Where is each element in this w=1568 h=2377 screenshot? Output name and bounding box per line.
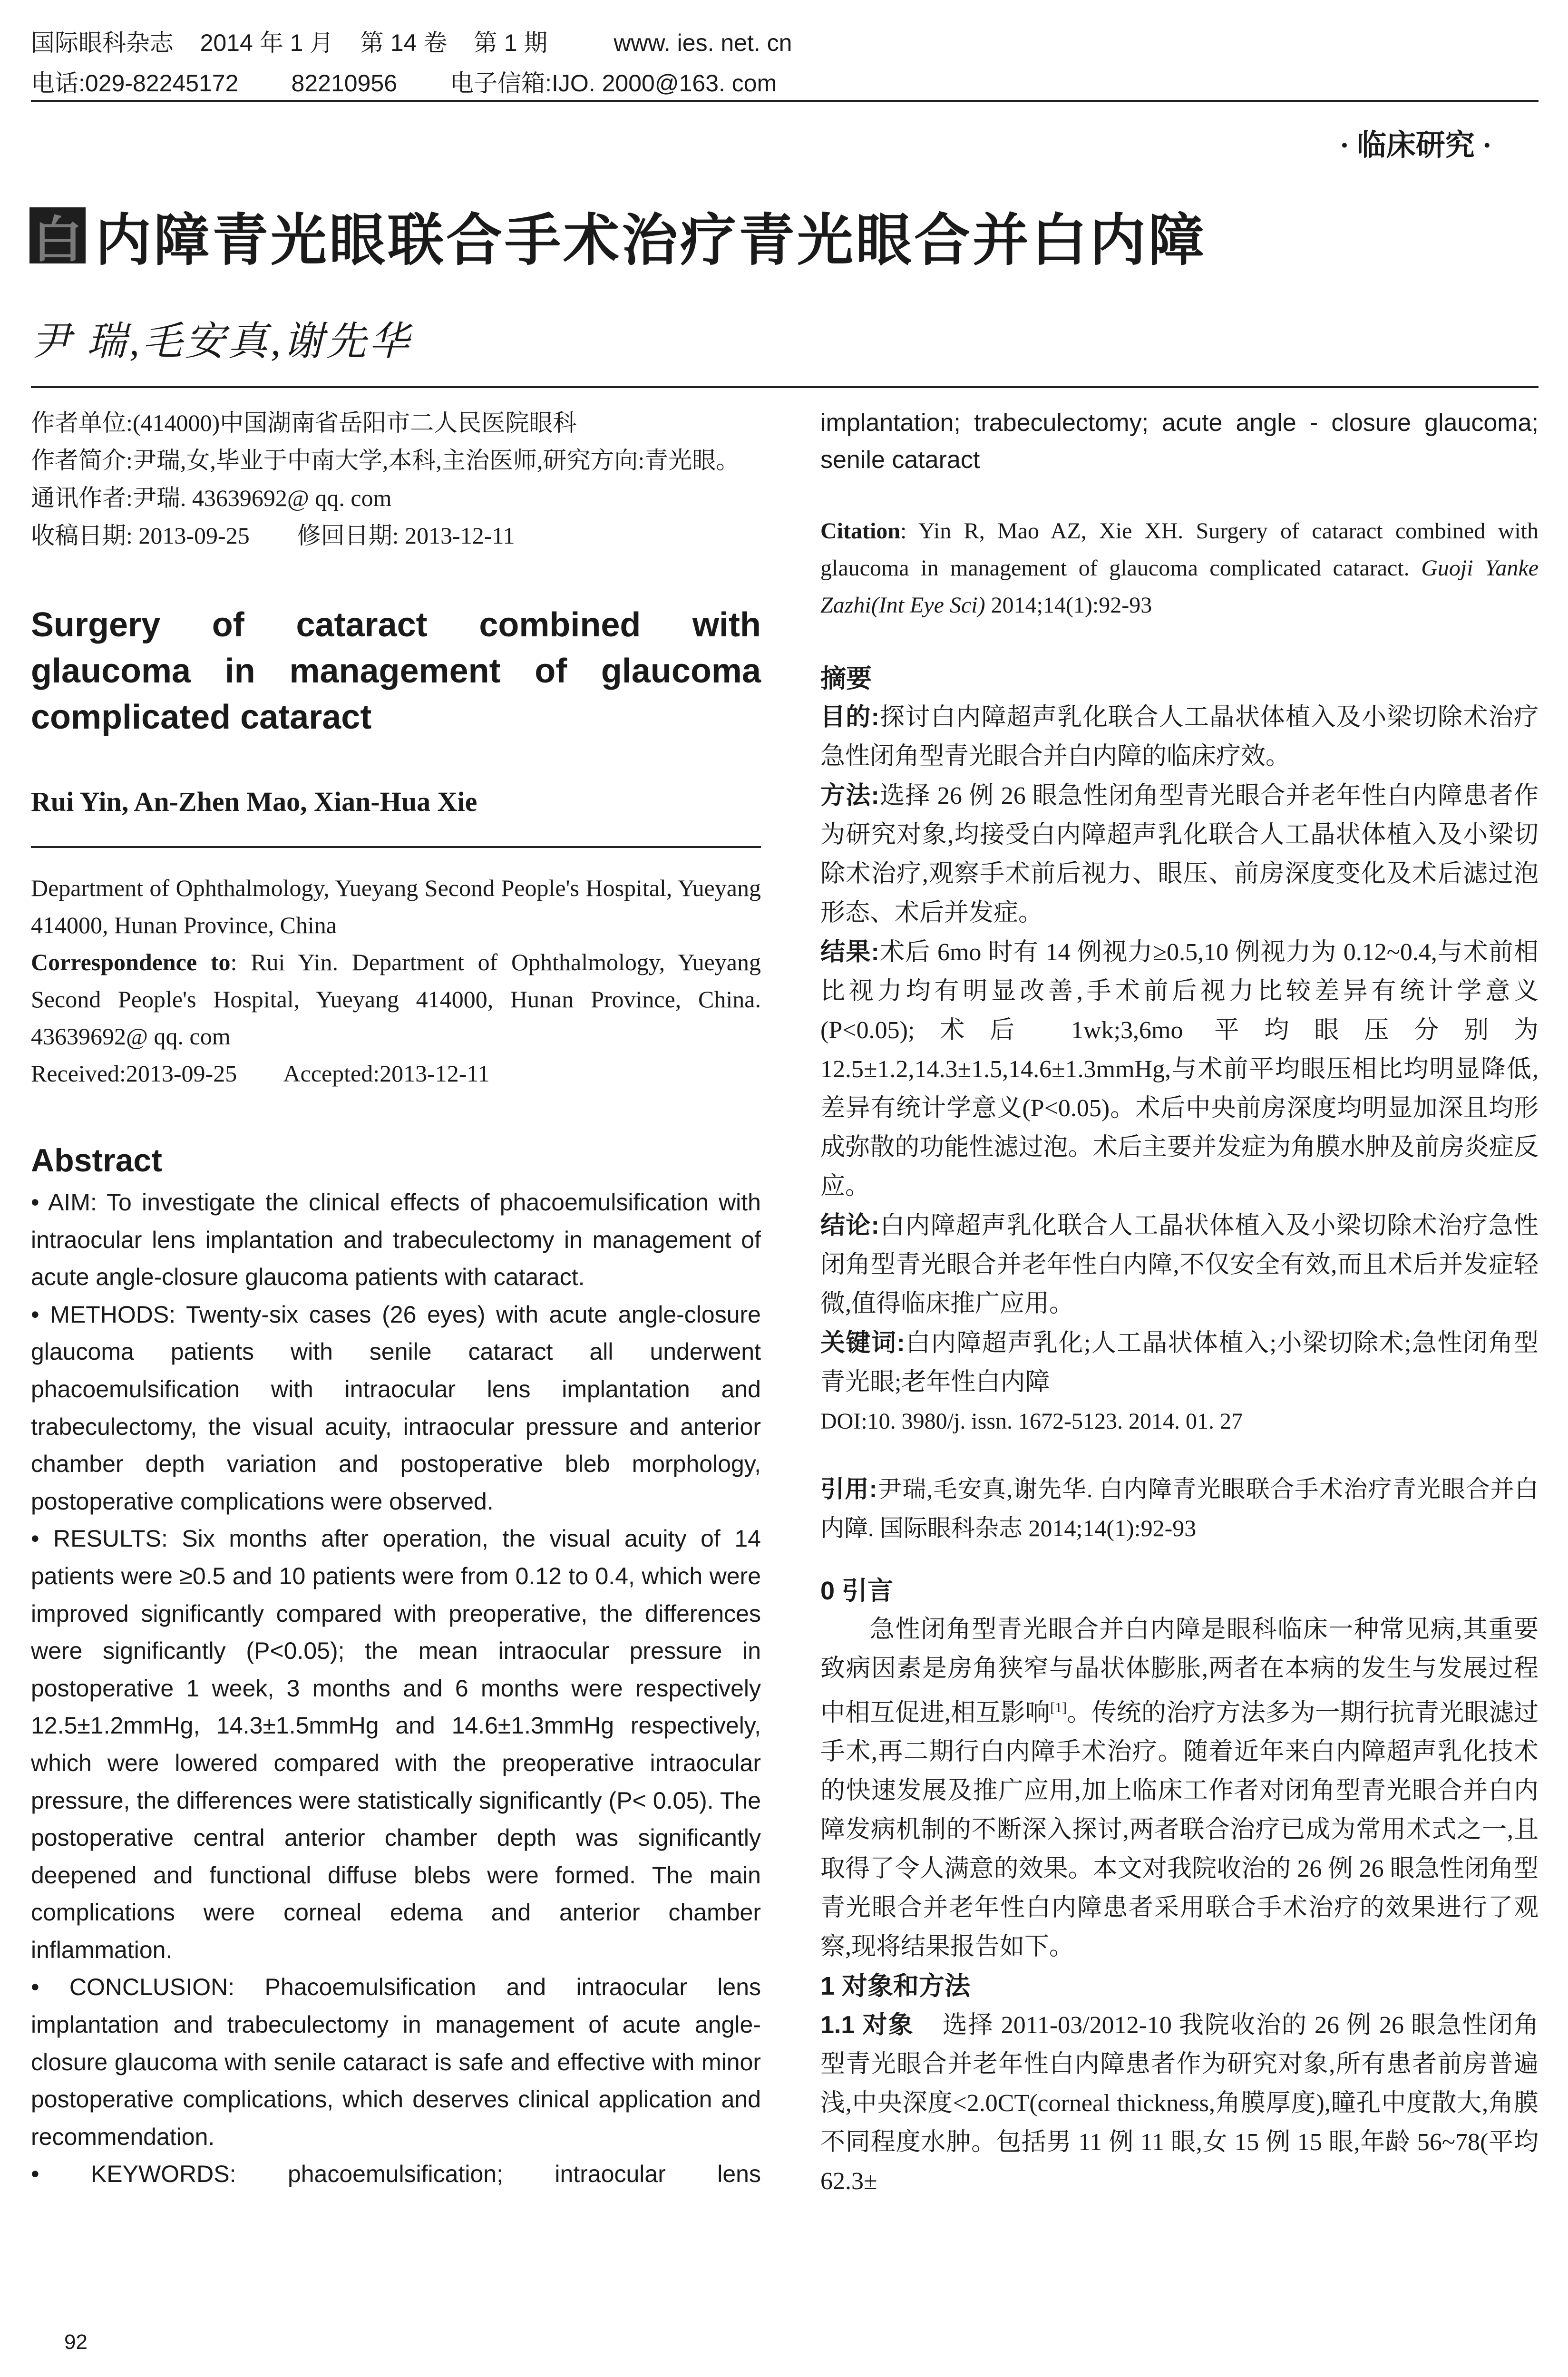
correspondence — [31, 944, 761, 1055]
corresponding-author: 通讯作者:尹瑞. 43639692@ qq. com — [31, 485, 392, 511]
english-title — [31, 602, 761, 740]
authors-rule — [31, 386, 1539, 388]
received-accepted: Received:2013-09-25 Accepted:2013-12-11 — [31, 1060, 490, 1087]
cn-conclusion-text: 白内障超声乳化联合人工晶状体植入及小梁切除术治疗急性闭角型青光眼合并老年性白内障,不仅安全有效,而且术后并发症轻微,值得临床推广应用。 — [820, 1212, 1539, 1317]
authors-en-rule — [31, 846, 761, 848]
author-unit: 作者单位:(414000)中国湖南省岳阳市二人民医院眼科 — [31, 409, 577, 436]
methods-heading: 1 对象和方法 — [820, 1972, 971, 2001]
cn-methods-label: 方法: — [820, 782, 879, 809]
english-title-line: Surgery of cataract combined with — [31, 606, 761, 644]
abstract-methods: • METHODS: Twenty-six cases (26 eyes) with acute angle-closure glaucoma patients with senile cataract all underwent phacoemulsification with intraocular lens implantation and trabeculectomy, the visual acuity, intraocular pressure and anterior chamber depth variation and postoperative bleb morphology, postoperative complications were observed. — [31, 1301, 761, 1515]
title-text: 内障青光眼联合手术治疗青光眼合并白内障 — [95, 209, 1207, 272]
english-title-line: complicated cataract — [31, 698, 372, 736]
cn-aim-text: 探讨白内障超声乳化联合人工晶状体植入及小梁切除术治疗急性闭角型青光眼合并白内障的临床疗效。 — [820, 704, 1539, 770]
right-column — [820, 404, 1539, 2201]
cn-results-label: 结果: — [820, 938, 879, 966]
title-initial-badge: 白 — [29, 207, 86, 263]
cn-abstract-conclusion — [820, 1206, 1539, 1324]
citation-cn — [820, 1470, 1539, 1548]
subjects-paragraph — [820, 2006, 1539, 2201]
header-rule — [31, 100, 1539, 102]
department: Department of Ophthalmology, Yueyang Second People's Hospital, Yueyang 414000, Hunan Province, China — [31, 875, 761, 938]
abstract-heading: Abstract — [31, 1142, 162, 1179]
cn-keywords-text: 白内障超声乳化;人工晶状体植入;小梁切除术;急性闭角型青光眼;老年性白内障 — [820, 1330, 1539, 1396]
journal-header-line1: 国际眼科杂志 2014 年 1 月 第 14 卷 第 1 期 www. ies. net. cn — [31, 29, 792, 56]
english-authors: Rui Yin, An-Zhen Mao, Xian-Hua Xie — [31, 786, 477, 817]
intro-paragraph — [820, 1610, 1539, 1967]
subjects-text: 选择 2011-03/2012-10 我院收治的 26 例 26 眼急性闭角型青光眼合并老年性白内障患者作为研究对象,所有患者前房普遍浅,中央深度<2.0CT(corneal thickness,角膜厚度),瞳孔中度散大,角膜不同程度水肿。包括男 11 例 11 眼,女 15 例 15 眼,年龄 56~78(平均 62.3± — [820, 2012, 1539, 2195]
abstract-keywords: • KEYWORDS: phacoemulsification; intraocular lens — [31, 2161, 761, 2188]
subjects-label: 1.1 对象 — [820, 2011, 914, 2039]
intro-heading: 0 引言 — [820, 1577, 894, 1605]
cite-cn-label: 引用: — [820, 1476, 877, 1502]
intro-text-cont: 。传统的治疗方法多为一期行抗青光眼滤过手术,再二期行白内障手术治疗。随着近年来白内障超声乳化技术的快速发展及推广应用,加上临床工作者对闭角型青光眼合并白内障发病机制的不断深入探讨,两者联合治疗已成为常用术式之一,且取得了令人满意的效果。本文对我院收治的 26 例 26 眼急性闭角型青光眼合并老年性白内障患者采用联合手术治疗的效果进行了观察,现将结果报告如下。 — [820, 1699, 1539, 1961]
cn-abstract-aim — [820, 698, 1539, 776]
cn-abstract-results — [820, 933, 1539, 1206]
cn-abstract-keywords — [820, 1324, 1539, 1402]
cn-results-text: 术后 6mo 时有 14 例视力≥0.5,10 例视力为 0.12~0.4,与术前相比视力均有明显改善,手术前后视力比较差异有统计学意义(P<0.05);术后 1wk;3,6mo 平均眼压分别为 12.5±1.2,14.3±1.5,14.6±1.3mmHg,与术前平均眼压相比均明显降低,差异有统计学意义(P<0.05)。术后中央前房深度均明显加深且均形成弥散的功能性滤过泡。术后主要并发症为角膜水肿及前房炎症反应。 — [820, 939, 1539, 1200]
citation-label: Citation — [820, 518, 900, 544]
cn-keywords-label: 关键词: — [820, 1329, 905, 1357]
section-label: · 临床研究 · — [1339, 129, 1492, 162]
reference-marker: [1] — [1050, 1700, 1067, 1715]
cn-aim-label: 目的: — [820, 703, 879, 731]
intro-text: 急性闭角型青光眼合并白内障是眼科临床一种常见病,其重要致病因素是房角狭窄与晶状体膨胀,两者在本病的发生与发展过程中相互促进,相互影响 — [820, 1616, 1539, 1727]
chinese-abstract-heading: 摘要 — [820, 664, 872, 693]
cn-conclusion-label: 结论: — [820, 1212, 879, 1239]
citation-text: : Yin R, Mao AZ, Xie XH. Surgery of cataract combined with glaucoma in management of glaucoma complicated cataract. — [820, 518, 1539, 581]
citation-en — [820, 513, 1539, 624]
authors-chinese: 尹 瑞,毛安真,谢先华 — [31, 320, 412, 364]
journal-header-line2: 电话:029-82245172 82210956 电子信箱:IJO. 2000@163. com — [31, 70, 777, 97]
left-column — [31, 404, 761, 2193]
cite-cn-text: 尹瑞,毛安真,谢先华. 白内障青光眼联合手术治疗青光眼合并白内障. 国际眼科杂志 2014;14(1):92-93 — [820, 1476, 1539, 1541]
page-number: 92 — [64, 2330, 88, 2354]
citation-journal: Guoji Yanke Zazhi(Int Eye Sci) — [820, 555, 1539, 618]
received-dates: 收稿日期: 2013-09-25 修回日期: 2013-12-11 — [31, 522, 515, 549]
author-intro: 作者简介:尹瑞,女,毕业于中南大学,本科,主治医师,研究方向:青光眼。 — [31, 447, 740, 474]
english-title-line: glaucoma in management of glaucoma — [31, 652, 761, 690]
abstract-conclusion: • CONCLUSION: Phacoemulsification and intraocular lens implantation and trabeculectomy in management of acute angle-closure glaucoma with senile cataract is safe and effective with minor postoperative complications, which deserves clinical application and recommendation. — [31, 1974, 761, 2150]
abstract-results: • RESULTS: Six months after operation, the visual acuity of 14 patients were ≥0.5 and 10 patients were from 0.12 to 0.4, which were improved significantly compared with preoperative, the differences were significantly (P<0.05); the mean intraocular pressure in postoperative 1 week, 3 months and 6 months were respectively 12.5±1.2mmHg, 14.3±1.5mmHg and 14.6±1.3mmHg respectively, which were lowered compared with the preoperative intraocular pressure, the differences were statistically significantly (P< 0.05). The postoperative central anterior chamber depth was significantly deepened and functional diffuse blebs were formed. The main complications were corneal edema and anterior chamber inflammation. — [31, 1525, 761, 1963]
abstract-aim: • AIM: To investigate the clinical effects of phacoemulsification with intraocular lens implantation and trabeculectomy in management of acute angle-closure glaucoma patients with cataract. — [31, 1189, 761, 1291]
abstract-keywords-continued: implantation; trabeculectomy; acute angle - closure glaucoma; senile cataract — [820, 409, 1539, 474]
article-title — [29, 205, 1207, 272]
cn-methods-text: 选择 26 例 26 眼急性闭角型青光眼合并老年性白内障患者作为研究对象,均接受白内障超声乳化联合人工晶状体植入及小梁切除术治疗,观察手术前后视力、眼压、前房深度变化及术后滤过泡形态、术后并发症。 — [820, 782, 1539, 926]
cn-abstract-methods — [820, 776, 1539, 933]
citation-tail: 2014;14(1):92-93 — [985, 593, 1152, 618]
correspondence-label: Correspondence to — [31, 949, 231, 975]
correspondence-text: : Rui Yin. Department of Ophthalmology, Yueyang Second People's Hospital, Yueyang 414000, Hunan Province, China. 43639692@ qq. com — [31, 949, 761, 1050]
doi: DOI:10. 3980/j. issn. 1672-5123. 2014. 01. 27 — [820, 1409, 1243, 1434]
